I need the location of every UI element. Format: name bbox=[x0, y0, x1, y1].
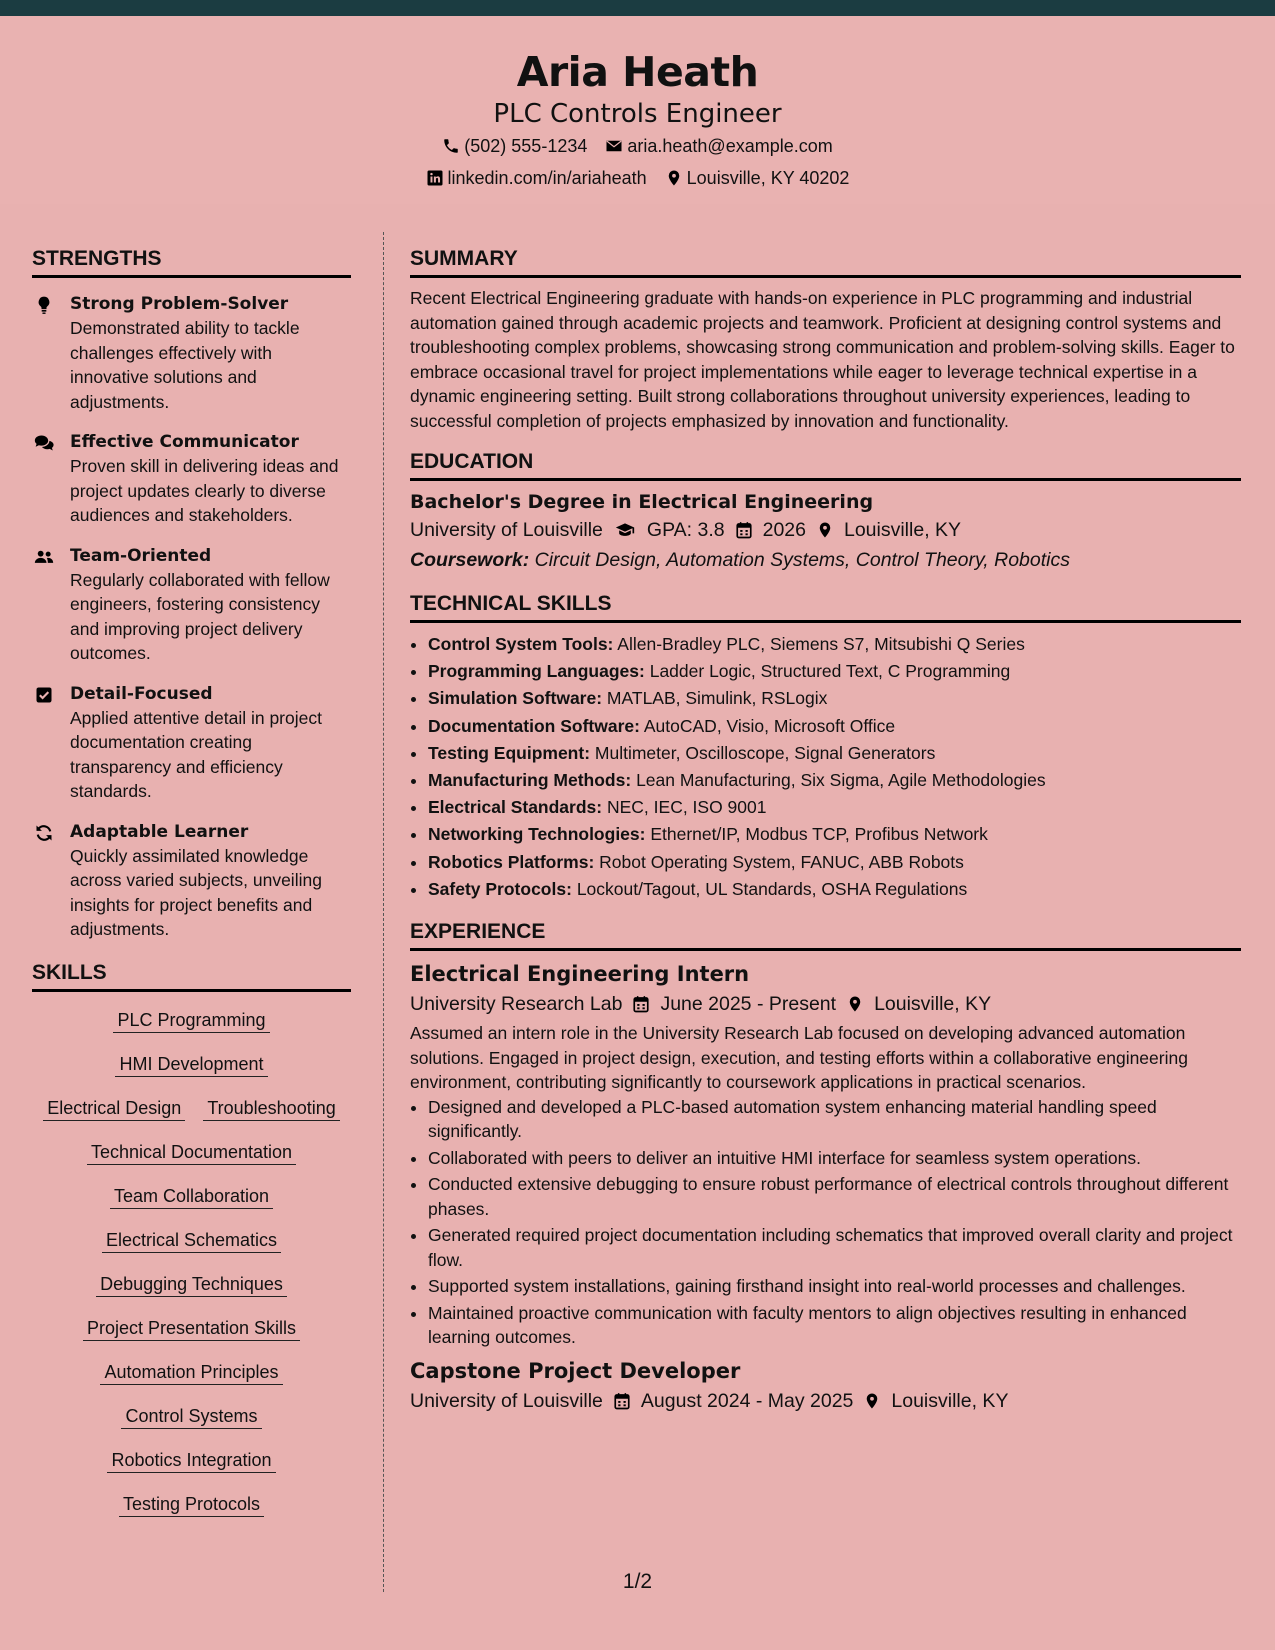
skills-row bbox=[32, 1096, 351, 1121]
skill-tag: Testing Protocols bbox=[119, 1492, 264, 1517]
technical-skill-value: Multimeter, Oscilloscope, Signal Generators bbox=[594, 742, 936, 763]
strength-desc: Applied attentive detail in project documentation creating transparency and efficiency standards. bbox=[70, 707, 322, 801]
strength-desc: Proven skill in delivering ideas and project updates clearly to diverse audiences and stakeholders. bbox=[70, 456, 339, 525]
skills-row bbox=[32, 1140, 351, 1165]
technical-skill-item bbox=[428, 713, 1241, 740]
technical-skill-label: Networking Technologies: bbox=[428, 824, 646, 845]
skills-row bbox=[32, 1272, 351, 1297]
job-bullet: • Designed and developed a PLC-based automation system enhancing material handling speed significantly. bbox=[428, 1095, 1241, 1144]
technical-skill-item bbox=[428, 685, 1241, 712]
job-description: Assumed an intern role in the University Research Lab focused on developing advanced automation solutions. Engaged in project design, execution, and testing efforts within a collaborative engineering environment, contributing significantly to coursework applications in practical scenarios. bbox=[410, 1023, 1188, 1093]
technical-skill-item bbox=[428, 767, 1241, 794]
job-meta bbox=[410, 1386, 1241, 1416]
envelope-icon bbox=[605, 137, 623, 155]
strength-title: Detail-Focused bbox=[70, 683, 213, 704]
technical-skill-label: Electrical Standards: bbox=[428, 797, 603, 818]
strength-item bbox=[32, 292, 351, 414]
technical-skill-value: Robot Operating System, FANUC, ABB Robots bbox=[599, 851, 964, 872]
map-marker-icon bbox=[665, 169, 683, 187]
skill-tag: Project Presentation Skills bbox=[83, 1316, 300, 1341]
job-bullet: • Maintained proactive communication with faculty mentors to align objectives resulting in enhanced learning outcomes. bbox=[428, 1301, 1241, 1350]
location-item bbox=[665, 162, 850, 194]
technical-skill-item bbox=[428, 631, 1241, 658]
strength-title: Adaptable Learner bbox=[70, 821, 249, 842]
strength-item bbox=[32, 682, 351, 804]
technical-skill-label: Control System Tools: bbox=[428, 634, 614, 654]
skills-heading: SKILLS bbox=[32, 958, 351, 992]
strength-desc: Regularly collaborated with fellow engineers, fostering consistency and improving project delivery outcomes. bbox=[70, 569, 330, 663]
map-marker-icon bbox=[846, 995, 864, 1013]
technical-skill-label: Programming Languages: bbox=[428, 661, 645, 682]
left-column bbox=[32, 244, 351, 1517]
job-location: Louisville, KY bbox=[891, 1389, 1009, 1412]
job-bullets bbox=[410, 1095, 1241, 1350]
coursework-list: Circuit Design, Automation Systems, Control Theory, Robotics bbox=[534, 549, 1070, 571]
education-location: Louisville, KY bbox=[843, 519, 962, 541]
skill-tag: Debugging Techniques bbox=[96, 1272, 287, 1297]
strength-title: Strong Problem-Solver bbox=[70, 294, 289, 314]
job-title: PLC Controls Engineer bbox=[493, 99, 782, 129]
map-marker-icon bbox=[863, 1392, 881, 1410]
job-bullet: • Supported system installations, gaining firsthand insight into real-world processes and challenges. bbox=[428, 1274, 1241, 1299]
degree-title: Bachelor's Degree in Electrical Engineering bbox=[410, 491, 874, 513]
summary-heading: SUMMARY bbox=[410, 244, 1241, 278]
job-org: University of Louisville bbox=[410, 1389, 603, 1412]
sync-icon bbox=[34, 823, 54, 843]
linkedin-text: linkedin.com/in/ariaheath bbox=[447, 168, 647, 188]
strength-item bbox=[32, 430, 351, 528]
resume-header bbox=[0, 16, 1275, 204]
calendar-icon bbox=[613, 1392, 631, 1410]
technical-skills-heading: TECHNICAL SKILLS bbox=[410, 589, 1241, 623]
technical-skill-value: NEC, IEC, ISO 9001 bbox=[606, 797, 767, 818]
calendar-icon bbox=[735, 521, 753, 539]
experience-heading: EXPERIENCE bbox=[410, 917, 1241, 951]
skill-tag: Electrical Design bbox=[43, 1096, 185, 1121]
education-meta bbox=[410, 515, 1241, 545]
technical-skill-value: Ladder Logic, Structured Text, C Programming bbox=[649, 661, 1011, 682]
strength-desc: Demonstrated ability to tackle challenges effectively with innovative solutions and adjustments. bbox=[70, 318, 300, 412]
technical-skill-value: AutoCAD, Visio, Microsoft Office bbox=[643, 715, 896, 736]
strength-desc: Quickly assimilated knowledge across varied subjects, unveiling insights for project benefits and adjustments. bbox=[70, 845, 322, 939]
technical-skill-item bbox=[428, 849, 1241, 876]
technical-skill-value: Lean Manufacturing, Six Sigma, Agile Methodologies bbox=[636, 770, 1046, 791]
job-title: Capstone Project Developer bbox=[410, 1358, 741, 1383]
graduation-year: 2026 bbox=[762, 519, 806, 541]
skills-row bbox=[32, 1228, 351, 1253]
job-bullet: • Collaborated with peers to deliver an intuitive HMI interface for seamless system operations. bbox=[428, 1146, 1241, 1171]
technical-skill-value: Lockout/Tagout, UL Standards, OSHA Regulations bbox=[576, 878, 968, 899]
lightbulb-icon bbox=[34, 295, 54, 315]
technical-skill-value: Ethernet/IP, Modbus TCP, Profibus Network bbox=[650, 824, 988, 845]
job-title: Electrical Engineering Intern bbox=[410, 962, 750, 987]
contact-row-2 bbox=[0, 162, 1275, 194]
contact-row-1 bbox=[0, 130, 1275, 162]
linkedin-item[interactable] bbox=[426, 162, 647, 194]
technical-skill-item bbox=[428, 794, 1241, 821]
skill-tag: Troubleshooting bbox=[203, 1096, 339, 1121]
column-divider bbox=[383, 232, 384, 1592]
phone-item[interactable] bbox=[442, 130, 587, 162]
technical-skill-label: Safety Protocols: bbox=[428, 878, 572, 899]
skill-tag: Control Systems bbox=[121, 1404, 261, 1429]
technical-skill-item bbox=[428, 876, 1241, 903]
technical-skill-label: Simulation Software: bbox=[428, 688, 603, 709]
technical-skill-label: Testing Equipment: bbox=[428, 742, 591, 763]
skill-tag: Automation Principles bbox=[100, 1360, 282, 1385]
job-meta bbox=[410, 989, 1241, 1019]
job-org: University Research Lab bbox=[410, 993, 623, 1016]
skill-tag: HMI Development bbox=[115, 1052, 267, 1077]
skill-tag: Team Collaboration bbox=[110, 1184, 273, 1209]
technical-skill-label: Robotics Platforms: bbox=[428, 851, 595, 872]
job-location: Louisville, KY bbox=[874, 993, 992, 1016]
strengths-heading: STRENGTHS bbox=[32, 244, 351, 278]
comments-icon bbox=[34, 433, 54, 453]
skills-list bbox=[32, 1000, 351, 1517]
page-number: 1/2 bbox=[622, 1570, 653, 1593]
calendar-icon bbox=[632, 995, 650, 1013]
linkedin-icon bbox=[426, 169, 444, 187]
skills-row bbox=[32, 1008, 351, 1033]
skills-row bbox=[32, 1404, 351, 1429]
map-marker-icon bbox=[816, 521, 834, 539]
graduation-cap-icon bbox=[613, 520, 637, 540]
skill-tag: Electrical Schematics bbox=[102, 1228, 281, 1253]
skills-row bbox=[32, 1184, 351, 1209]
school-name: University of Louisville bbox=[410, 519, 603, 541]
technical-skill-value: MATLAB, Simulink, RSLogix bbox=[606, 688, 828, 709]
email-text: aria.heath@example.com bbox=[627, 136, 833, 156]
skill-tag: PLC Programming bbox=[113, 1008, 269, 1033]
gpa: GPA: 3.8 bbox=[646, 519, 725, 541]
phone-text: (502) 555-1234 bbox=[464, 136, 588, 156]
strength-item bbox=[32, 820, 351, 942]
strength-title: Team-Oriented bbox=[70, 545, 212, 566]
skills-row bbox=[32, 1316, 351, 1341]
technical-skills-list bbox=[410, 631, 1241, 903]
skills-row bbox=[32, 1492, 351, 1517]
users-icon bbox=[34, 547, 54, 567]
skills-row bbox=[32, 1448, 351, 1473]
phone-icon bbox=[442, 137, 460, 155]
technical-skill-label: Documentation Software: bbox=[428, 715, 640, 736]
skill-tag: Technical Documentation bbox=[87, 1140, 296, 1165]
strength-item bbox=[32, 544, 351, 666]
strength-title: Effective Communicator bbox=[70, 432, 299, 452]
check-square-icon bbox=[34, 685, 54, 705]
skills-row bbox=[32, 1360, 351, 1385]
job-bullet: • Conducted extensive debugging to ensure robust performance of electrical controls throughout different phases. bbox=[428, 1172, 1241, 1221]
job-dates: June 2025 - Present bbox=[660, 993, 837, 1016]
right-column bbox=[410, 244, 1241, 1416]
technical-skill-item bbox=[428, 821, 1241, 848]
skills-row bbox=[32, 1052, 351, 1077]
education-heading: EDUCATION bbox=[410, 447, 1241, 481]
coursework-label: Coursework: bbox=[410, 549, 530, 571]
candidate-name: Aria Heath bbox=[516, 48, 759, 96]
top-accent-bar bbox=[0, 0, 1275, 16]
email-item[interactable] bbox=[605, 130, 832, 162]
technical-skill-value: Allen-Bradley PLC, Siemens S7, Mitsubishi Q Series bbox=[617, 634, 1025, 654]
technical-skill-item bbox=[428, 658, 1241, 685]
job-bullet: • Generated required project documentation including schematics that improved overall clarity and project flow. bbox=[428, 1223, 1241, 1272]
job-dates: August 2024 - May 2025 bbox=[640, 1389, 854, 1412]
coursework bbox=[410, 545, 1241, 575]
technical-skill-label: Manufacturing Methods: bbox=[428, 770, 632, 791]
technical-skill-item bbox=[428, 740, 1241, 767]
location-text: Louisville, KY 40202 bbox=[686, 168, 850, 188]
skill-tag: Robotics Integration bbox=[107, 1448, 275, 1473]
summary-text: Recent Electrical Engineering graduate with hands-on experience in PLC programming and industrial automation gained through academic projects and teamwork. Proficient at designing control systems and troubleshooting complex problems, showcasing strong communication and problem-solving skills. Eager to embrace occasional travel for project implementations while eager to leverage technical expertise in a dynamic engineering setting. Built strong collaborations throughout university experiences, leading to successful completion of projects emphasized by innovation and functionality. bbox=[410, 288, 1235, 431]
